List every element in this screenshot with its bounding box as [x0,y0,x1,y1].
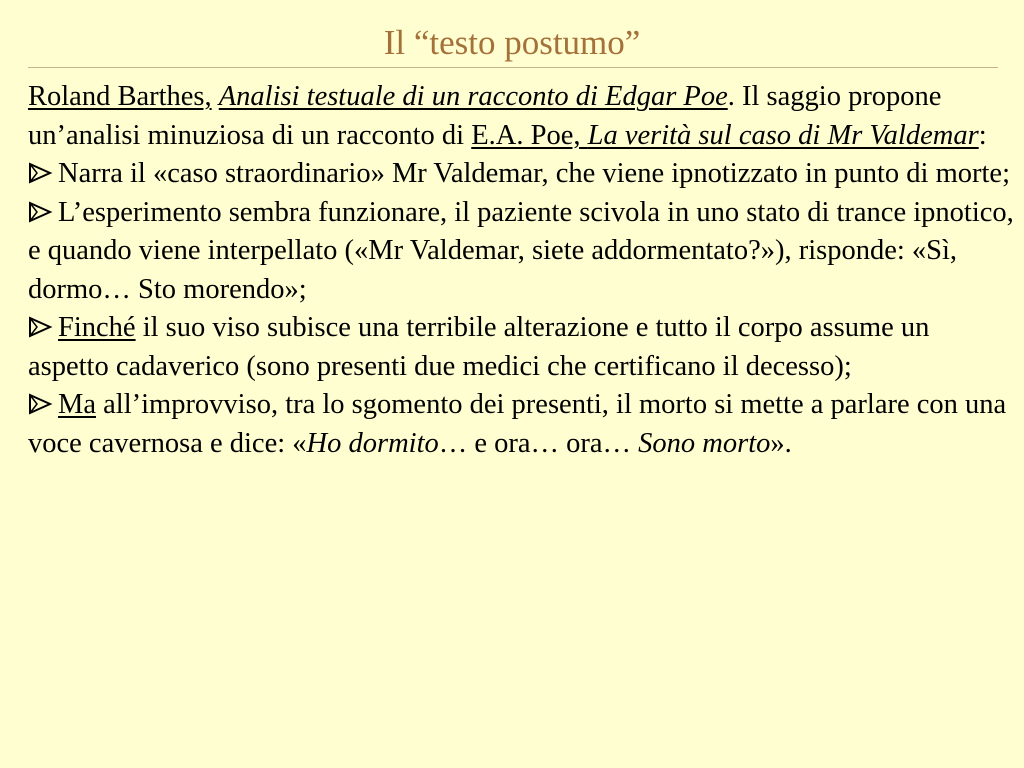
arrow-bullet-icon [28,194,58,233]
arrow-bullet-icon [28,309,58,348]
intro-text: . Il saggio propone un’analisi minuziosa di un racconto di [28,81,942,151]
author-name: Roland Barthes, [28,81,212,112]
bullet-lead-word: Ma [58,389,96,420]
bullet-item-1 [28,155,1016,194]
story-title: La verità sul caso di Mr Valdemar [587,119,979,151]
work-title: Analisi testuale di un racconto di Edgar Poe [218,81,728,112]
bullet-item-3 [28,309,1016,386]
bullet-item-2 [28,194,1016,310]
intro-space-2 [580,120,587,151]
title-divider [28,67,998,68]
bullet-text: all’improvviso, tra lo sgomento dei presenti, il morto si mette a parlare con una voce cavernosa e dice: « [28,389,1007,459]
bullet-lead-word: Finché [58,312,136,343]
bullet-text: L’esperimento sembra funzionare, il paziente scivola in uno stato di trance ipnotico, e quando viene interpellato («Mr Valdemar, siete addormentato?»), risponde: «Sì, dormo… Sto morendo»; [28,196,1014,305]
quote-middle: … e ora… ora… [438,427,639,459]
quote-end: ». [770,427,792,459]
bullet-item-4 [28,386,1016,463]
poe-name: E.A. Poe, [471,119,581,151]
quote-part-2: Sono morto [638,427,771,459]
intro-colon: : [978,119,987,151]
arrow-bullet-icon [28,386,58,425]
quote-part-1: Ho dormito [306,427,439,459]
bullet-text: Narra il «caso straordinario» Mr Valdemar, che viene ipnotizzato in punto di morte; [58,158,1010,189]
intro-space [212,81,219,112]
bullet-text: il suo viso subisce una terribile alterazione e tutto il corpo assume un aspetto cadaverico (sono presenti due medici che certificano il decesso); [28,312,930,382]
arrow-bullet-icon [28,155,58,194]
slide-body [28,78,1016,463]
intro-paragraph [28,78,1016,155]
slide-title: Il “testo postumo” [383,23,641,62]
